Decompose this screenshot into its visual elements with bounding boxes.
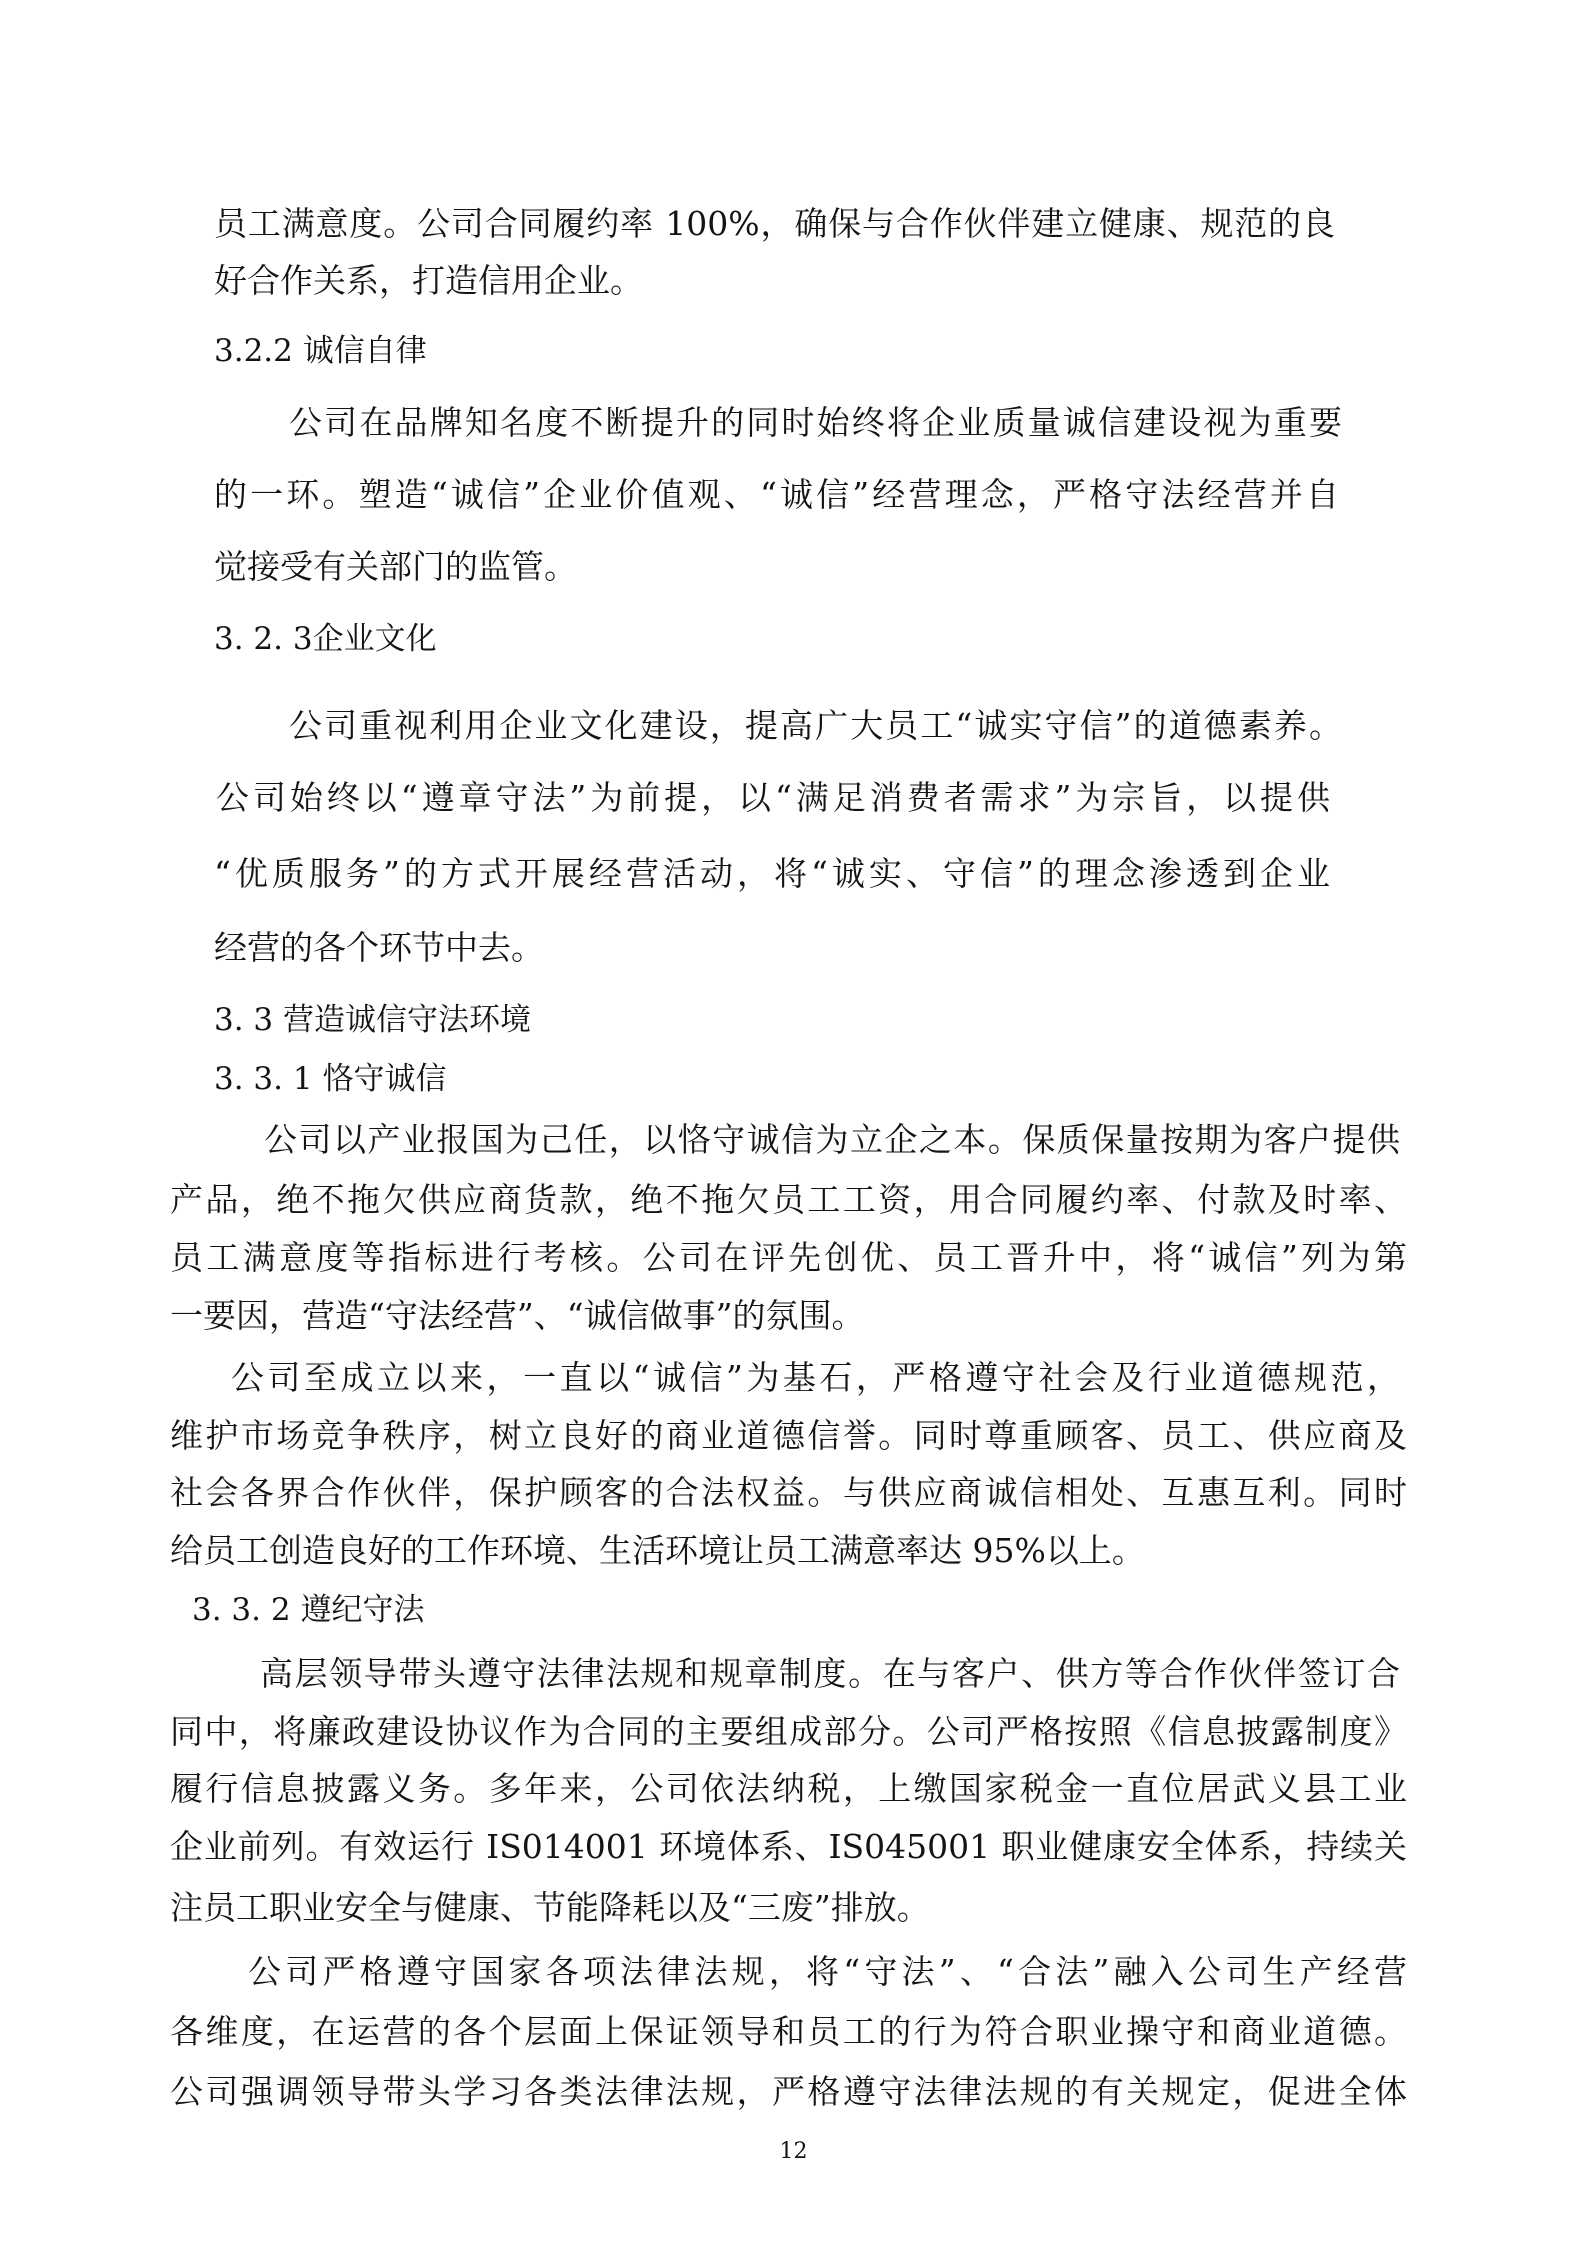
section-heading: 3. 3. 1 恪守诚信 xyxy=(214,1061,447,1097)
text-line: 产品，绝不拖欠供应商货款，绝不拖欠员工工资，用合同履约率、付款及时率、 xyxy=(170,1180,1407,1219)
text-line: 经营的各个环节中去。 xyxy=(214,928,544,967)
text-line: 好合作关系，打造信用企业。 xyxy=(214,261,643,300)
page-number: 12 xyxy=(779,2139,808,2164)
text-line: 公司在品牌知名度不断提升的同时始终将企业质量诚信建设视为重要 xyxy=(289,403,1342,442)
text-line: 各维度，在运营的各个层面上保证领导和员工的行为符合职业操守和商业道德。 xyxy=(170,2012,1407,2051)
section-heading: 3. 3 营造诚信守法环境 xyxy=(214,1002,532,1038)
text-line: 公司严格遵守国家各项法律法规，将“守法”、“合法”融入公司生产经营 xyxy=(248,1952,1407,1991)
text-line: 公司以产业报国为己任，以恪守诚信为立企之本。保质保量按期为客户提供 xyxy=(264,1120,1400,1159)
text-line: 公司强调领导带头学习各类法律法规，严格遵守法律法规的有关规定，促进全体 xyxy=(170,2072,1407,2111)
text-line: 的一环。塑造“诚信”企业价值观、“诚信”经营理念，严格守法经营并自 xyxy=(214,475,1339,514)
text-line: “优质服务”的方式开展经营活动，将“诚实、守信”的理念渗透到企业 xyxy=(214,854,1330,893)
text-line: 注员工职业安全与健康、节能降耗以及“三废”排放。 xyxy=(170,1888,930,1927)
section-heading: 3. 2. 3企业文化 xyxy=(214,621,437,657)
section-heading: 3. 3. 2 遵纪守法 xyxy=(192,1592,425,1628)
text-line: 公司至成立以来，一直以“诚信”为基石，严格遵守社会及行业道德规范， xyxy=(231,1358,1400,1397)
text-line: 同中，将廉政建设协议作为合同的主要组成部分。公司严格按照《信息披露制度》 xyxy=(170,1712,1407,1751)
section-heading: 3.2.2 诚信自律 xyxy=(214,333,427,369)
text-line: 履行信息披露义务。多年来，公司依法纳税，上缴国家税金一直位居武义县工业 xyxy=(170,1769,1407,1808)
text-line: 员工满意度。公司合同履约率 100%，确保与合作伙伴建立健康、规范的良 xyxy=(214,204,1335,243)
text-line: 公司重视利用企业文化建设，提高广大员工“诚实守信”的道德素养。 xyxy=(289,706,1342,745)
text-line: 企业前列。有效运行 IS014001 环境体系、IS045001 职业健康安全体系，持续关 xyxy=(170,1827,1407,1866)
text-line: 一要因，营造“守法经营”、“诚信做事”的氛围。 xyxy=(170,1296,865,1335)
text-line: 社会各界合作伙伴，保护顾客的合法权益。与供应商诚信相处、互惠互利。同时 xyxy=(170,1473,1407,1512)
text-line: 员工满意度等指标进行考核。公司在评先创优、员工晋升中，将“诚信”列为第 xyxy=(170,1238,1407,1277)
text-line: 高层领导带头遵守法律法规和规章制度。在与客户、供方等合作伙伴签订合 xyxy=(260,1654,1400,1693)
text-line: 公司始终以“遵章守法”为前提，以“满足消费者需求”为宗旨，以提供 xyxy=(216,778,1330,817)
text-line: 给员工创造良好的工作环境、生活环境让员工满意率达 95%以上。 xyxy=(170,1531,1145,1570)
text-line: 觉接受有关部门的监管。 xyxy=(214,547,577,586)
text-line: 维护市场竞争秩序，树立良好的商业道德信誉。同时尊重顾客、员工、供应商及 xyxy=(170,1416,1407,1455)
